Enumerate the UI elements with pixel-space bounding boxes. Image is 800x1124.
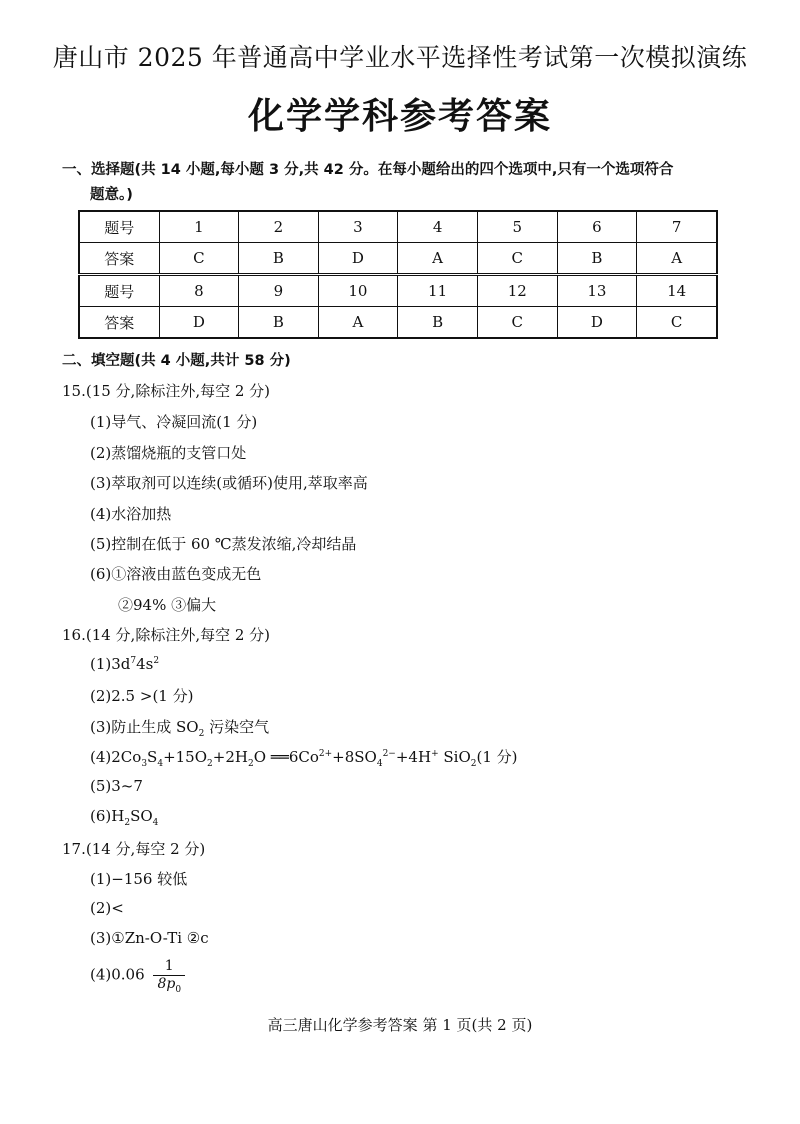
q15-answer-5: (5)控制在低于 60 ℃蒸发浓缩,冷却结晶 [90, 535, 357, 553]
q17-a4-prefix: (4)0.06 [90, 965, 145, 984]
q16-a4-p1: (4)2Co [90, 748, 142, 766]
q16-a4-sub8: 2 [470, 759, 477, 769]
cell-number: 12 [477, 275, 557, 307]
cell-answer: A [637, 243, 717, 275]
q17-answer-3: (3)①Zn-O-Ti ②c [90, 929, 209, 947]
q16-a4-p5: O ══6Co [253, 748, 319, 766]
q16-a4-sub4: 2 [247, 759, 254, 769]
q16-a6-sub2: 4 [152, 818, 159, 828]
table-row-numbers-1 [79, 211, 717, 243]
q16-a1-prefix: (1)3d [90, 655, 131, 673]
q15-answer-2: (2)蒸馏烧瓶的支管口处 [90, 444, 247, 462]
q16-a4-sup7: + [431, 749, 439, 759]
q15-answer-6b: ②94% ③偏大 [118, 596, 217, 614]
q16-a3-sub: 2 [198, 729, 205, 739]
fraction [153, 958, 185, 993]
subject-title: 化学学科参考答案 [247, 96, 552, 137]
q16-a4-p2: S [147, 748, 158, 766]
table-row-answers-2 [79, 307, 717, 339]
fraction-den-p: 8p [157, 976, 176, 992]
q16-a4-p7: +4H [395, 748, 432, 766]
cell-number: 2 [239, 211, 319, 243]
q16-a1-sup2: 2 [153, 656, 160, 666]
label-number: 题号 [79, 211, 159, 243]
q16-a6-p2: SO [130, 807, 153, 825]
cell-answer: B [398, 307, 478, 339]
q16-a6-p1: (6)H [90, 807, 125, 825]
q16-answer-6 [90, 807, 159, 828]
q16-a3-suffix: 污染空气 [204, 718, 270, 736]
cell-number: 9 [239, 275, 319, 307]
table-row-numbers-2 [79, 275, 717, 307]
cell-answer: D [159, 307, 239, 339]
q15-answer-4: (4)水浴加热 [90, 505, 172, 523]
q16-a4-sub3: 2 [207, 759, 213, 769]
fraction-den-sub: 0 [175, 984, 182, 995]
q15-title: 15.(15 分,除标注外,每空 2 分) [62, 382, 271, 400]
q16-answer-2: (2)2.5 >(1 分) [90, 687, 194, 705]
cell-answer: B [239, 307, 319, 339]
q17-answer-2: (2)< [90, 899, 124, 917]
cell-answer: C [637, 307, 717, 339]
cell-answer: D [318, 243, 398, 275]
cell-number: 3 [318, 211, 398, 243]
q16-a3-prefix: (3)防止生成 SO [90, 718, 199, 736]
q16-a1-sup1: 7 [130, 656, 137, 666]
q16-answer-4 [90, 746, 518, 767]
answer-table [78, 210, 718, 339]
cell-number: 13 [557, 275, 637, 307]
q16-answer-1 [90, 655, 159, 673]
q16-a4-sub2: 4 [157, 759, 164, 769]
q16-answer-3 [90, 716, 269, 737]
q16-answer-5: (5)3~7 [90, 777, 143, 795]
cell-answer: B [557, 243, 637, 275]
q17-answer-1: (1)−156 较低 [90, 870, 188, 888]
cell-number: 14 [637, 275, 717, 307]
q16-a4-p4: +2H [212, 748, 248, 766]
table-row-answers-1 [79, 243, 717, 275]
cell-number: 5 [477, 211, 557, 243]
cell-number: 1 [159, 211, 239, 243]
q16-a4-sup6: 2− [382, 749, 396, 759]
q15-answer-1: (1)导气、冷凝回流(1 分) [90, 413, 258, 431]
q15-answer-6: (6)①溶液由蓝色变成无色 [90, 565, 262, 583]
q16-a4-p3: +15O [163, 748, 208, 766]
q17-answer-4 [90, 958, 185, 993]
fraction-denominator [153, 976, 185, 993]
label-answer: 答案 [79, 307, 159, 339]
cell-number: 11 [398, 275, 478, 307]
cell-answer: A [318, 307, 398, 339]
q16-title: 16.(14 分,除标注外,每空 2 分) [62, 626, 271, 644]
q17-title: 17.(14 分,每空 2 分) [62, 840, 206, 858]
q16-a4-p6: +8SO [332, 748, 377, 766]
cell-number: 8 [159, 275, 239, 307]
section-1-heading-line1: 一、选择题(共 14 小题,每小题 3 分,共 42 分。在每小题给出的四个选项中,只有一个选项符合 [62, 162, 674, 178]
cell-number: 4 [398, 211, 478, 243]
q16-a4-sub6: 4 [376, 759, 383, 769]
cell-answer: C [159, 243, 239, 275]
label-answer: 答案 [79, 243, 159, 275]
fraction-numerator: 1 [153, 958, 185, 976]
section-2-heading: 二、填空题(共 4 小题,共计 58 分) [62, 353, 291, 369]
q15-answer-3: (3)萃取剂可以连续(或循环)使用,萃取率高 [90, 474, 368, 492]
page-footer: 高三唐山化学参考答案 第 1 页(共 2 页) [267, 1016, 533, 1034]
label-number: 题号 [79, 275, 159, 307]
q16-a4-p9: (1 分) [476, 748, 518, 766]
cell-answer: D [557, 307, 637, 339]
cell-answer: B [239, 243, 319, 275]
q16-a4-sup5: 2+ [318, 749, 333, 759]
cell-number: 10 [318, 275, 398, 307]
q16-a4-sub1: 3 [141, 759, 148, 769]
q16-a4-p8: SiO [438, 748, 471, 766]
q16-a1-mid: 4s [136, 655, 154, 673]
section-1-heading [62, 158, 752, 208]
cell-answer: A [398, 243, 478, 275]
cell-number: 6 [557, 211, 637, 243]
cell-number: 7 [637, 211, 717, 243]
cell-answer: C [477, 243, 557, 275]
cell-answer: C [477, 307, 557, 339]
section-1-heading-line2: 题意。) [90, 187, 133, 203]
exam-title: 唐山市 2025 年普通高中学业水平选择性考试第一次模拟演练 [52, 43, 748, 72]
q16-a6-sub1: 2 [124, 818, 131, 828]
